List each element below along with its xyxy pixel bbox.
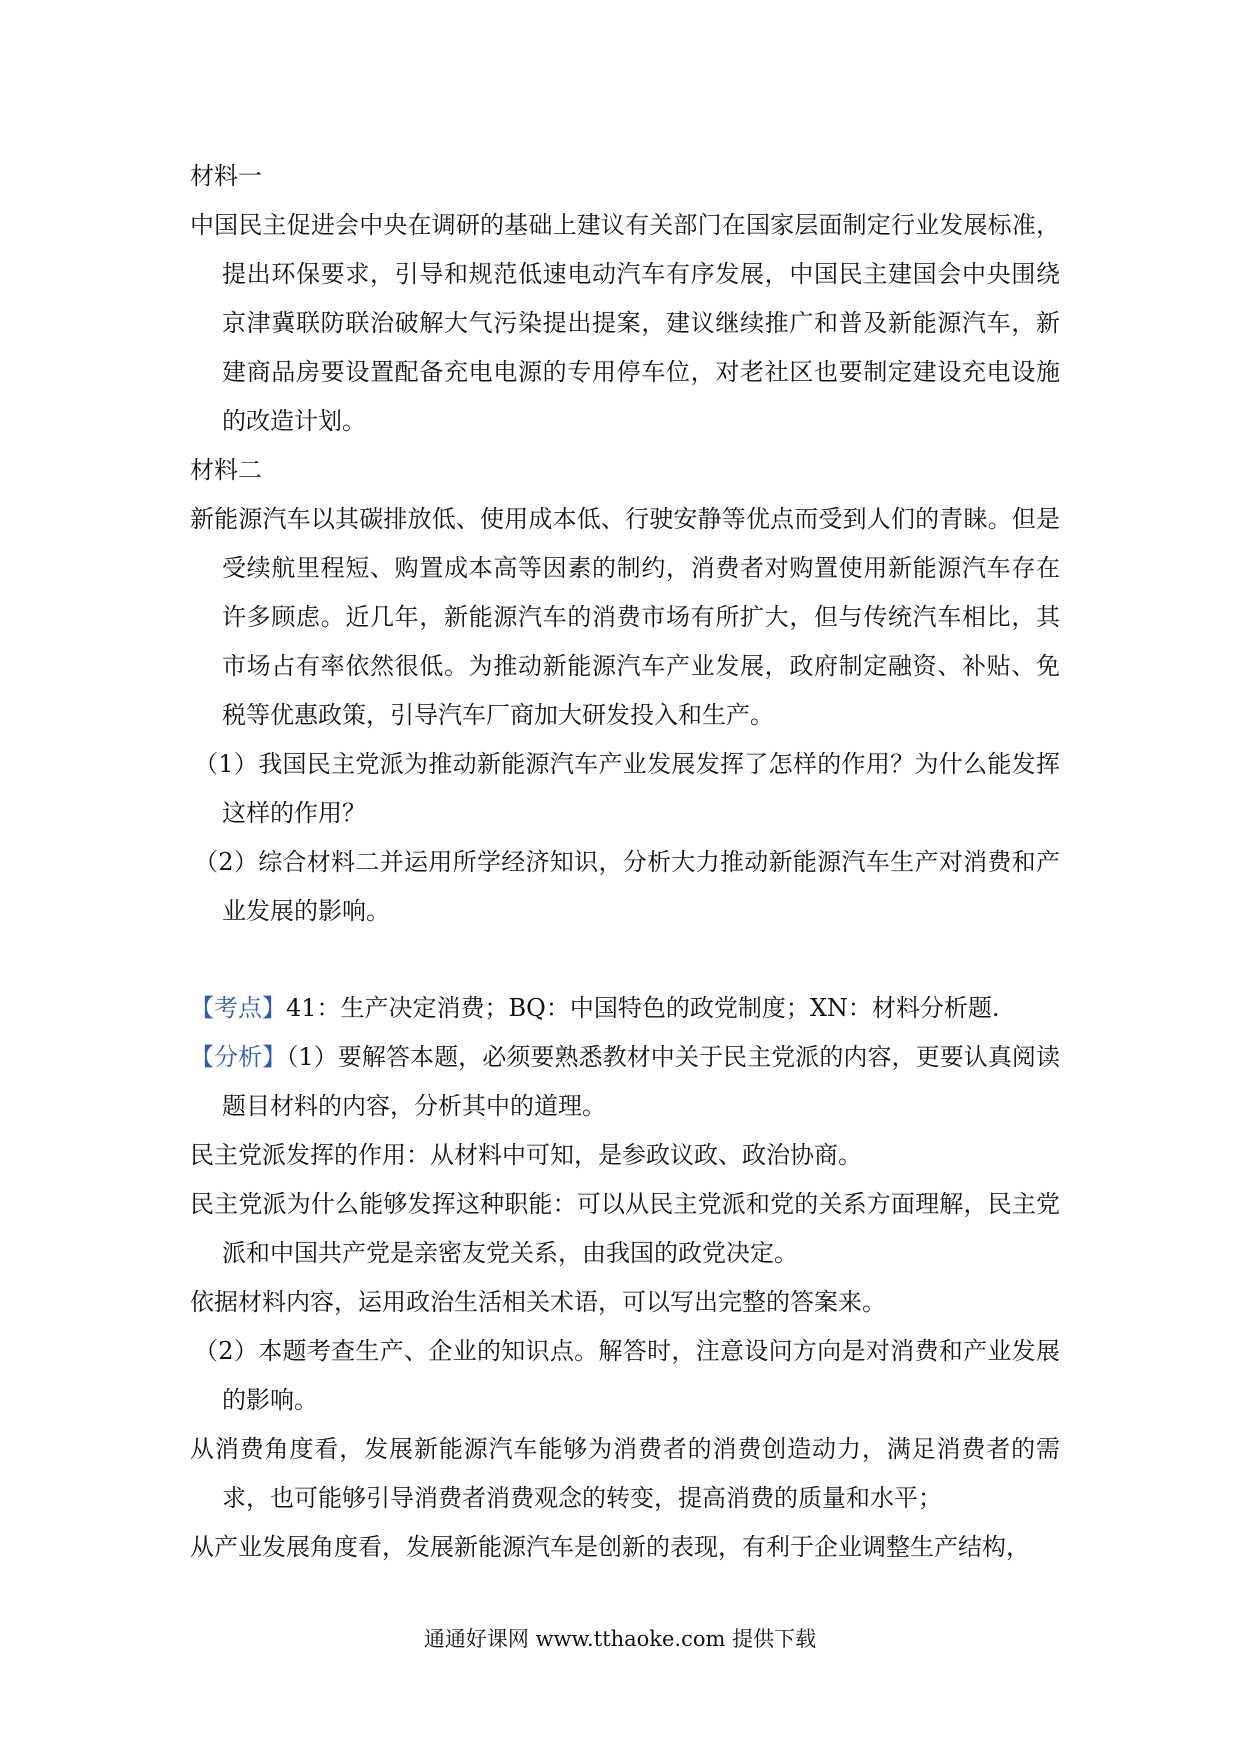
- analysis-paragraph: 从产业发展角度看，发展新能源汽车是创新的表现，有利于企业调整生产结构，: [190, 1533, 1030, 1561]
- question-2: （2）综合材料二并运用所学经济知识，分析大力推动新能源汽车生产对消费和产业发展的影响。: [194, 848, 1060, 925]
- fenxi-text: （1）要解答本题，必须要熟悉教材中关于民主党派的内容，更要认真阅读题目材料的内容，分析其中的道理。: [222, 1043, 1060, 1120]
- kaodian-tag: 【考点】: [190, 994, 286, 1022]
- page-footer: 通通好课网 www.tthaoke.com 提供下载: [423, 1627, 817, 1651]
- analysis-paragraph: 民主党派为什么能够发挥这种职能：可以从民主党派和党的关系方面理解，民主党派和中国共产党是亲密友党关系，由我国的政党决定。: [190, 1190, 1060, 1267]
- material2-heading: 材料二: [190, 456, 262, 484]
- fenxi-line: [190, 1033, 1060, 1131]
- material2-body: 新能源汽车以其碳排放低、使用成本低、行驶安静等优点而受到人们的青睐。但是受续航里程短、购置成本高等因素的制约，消费者对购置使用新能源汽车存在许多顾虑。近几年，新能源汽车的消费市场有所扩大，但与传统汽车相比，其市场占有率依然很低。为推动新能源汽车产业发展，政府制定融资、补贴、免税等优惠政策，引导汽车厂商加大研发投入和生产。: [190, 505, 1060, 729]
- analysis-paragraph: 依据材料内容，运用政治生活相关术语，可以写出完整的答案来。: [190, 1288, 886, 1316]
- analysis-paragraph: 民主党派发挥的作用：从材料中可知，是参政议政、政治协商。: [190, 1141, 862, 1169]
- question-1: （1）我国民主党派为推动新能源汽车产业发展发挥了怎样的作用？为什么能发挥这样的作用？: [194, 750, 1060, 827]
- fenxi-tag: 【分析】: [190, 1043, 287, 1071]
- kaodian-line: [190, 984, 1060, 1033]
- section-gap: [190, 936, 1060, 984]
- material1-body: 中国民主促进会中央在调研的基础上建议有关部门在国家层面制定行业发展标准，提出环保要求，引导和规范低速电动汽车有序发展，中国民主建国会中央围绕京津冀联防联治破解大气污染提出提案，建议继续推广和普及新能源汽车，新建商品房要设置配备充电电源的专用停车位，对老社区也要制定建设充电设施的改造计划。: [190, 211, 1060, 435]
- analysis-paragraph: （2）本题考查生产、企业的知识点。解答时，注意设问方向是对消费和产业发展的影响。: [194, 1337, 1060, 1414]
- kaodian-text: 41：生产决定消费；BQ：中国特色的政党制度；XN：材料分析题.: [286, 994, 1000, 1022]
- analysis-paragraph: 从消费角度看，发展新能源汽车能够为消费者的消费创造动力，满足消费者的需求，也可能够引导消费者消费观念的转变，提高消费的质量和水平；: [190, 1435, 1060, 1512]
- material1-heading: 材料一: [190, 162, 262, 190]
- document-content: [190, 152, 1060, 1572]
